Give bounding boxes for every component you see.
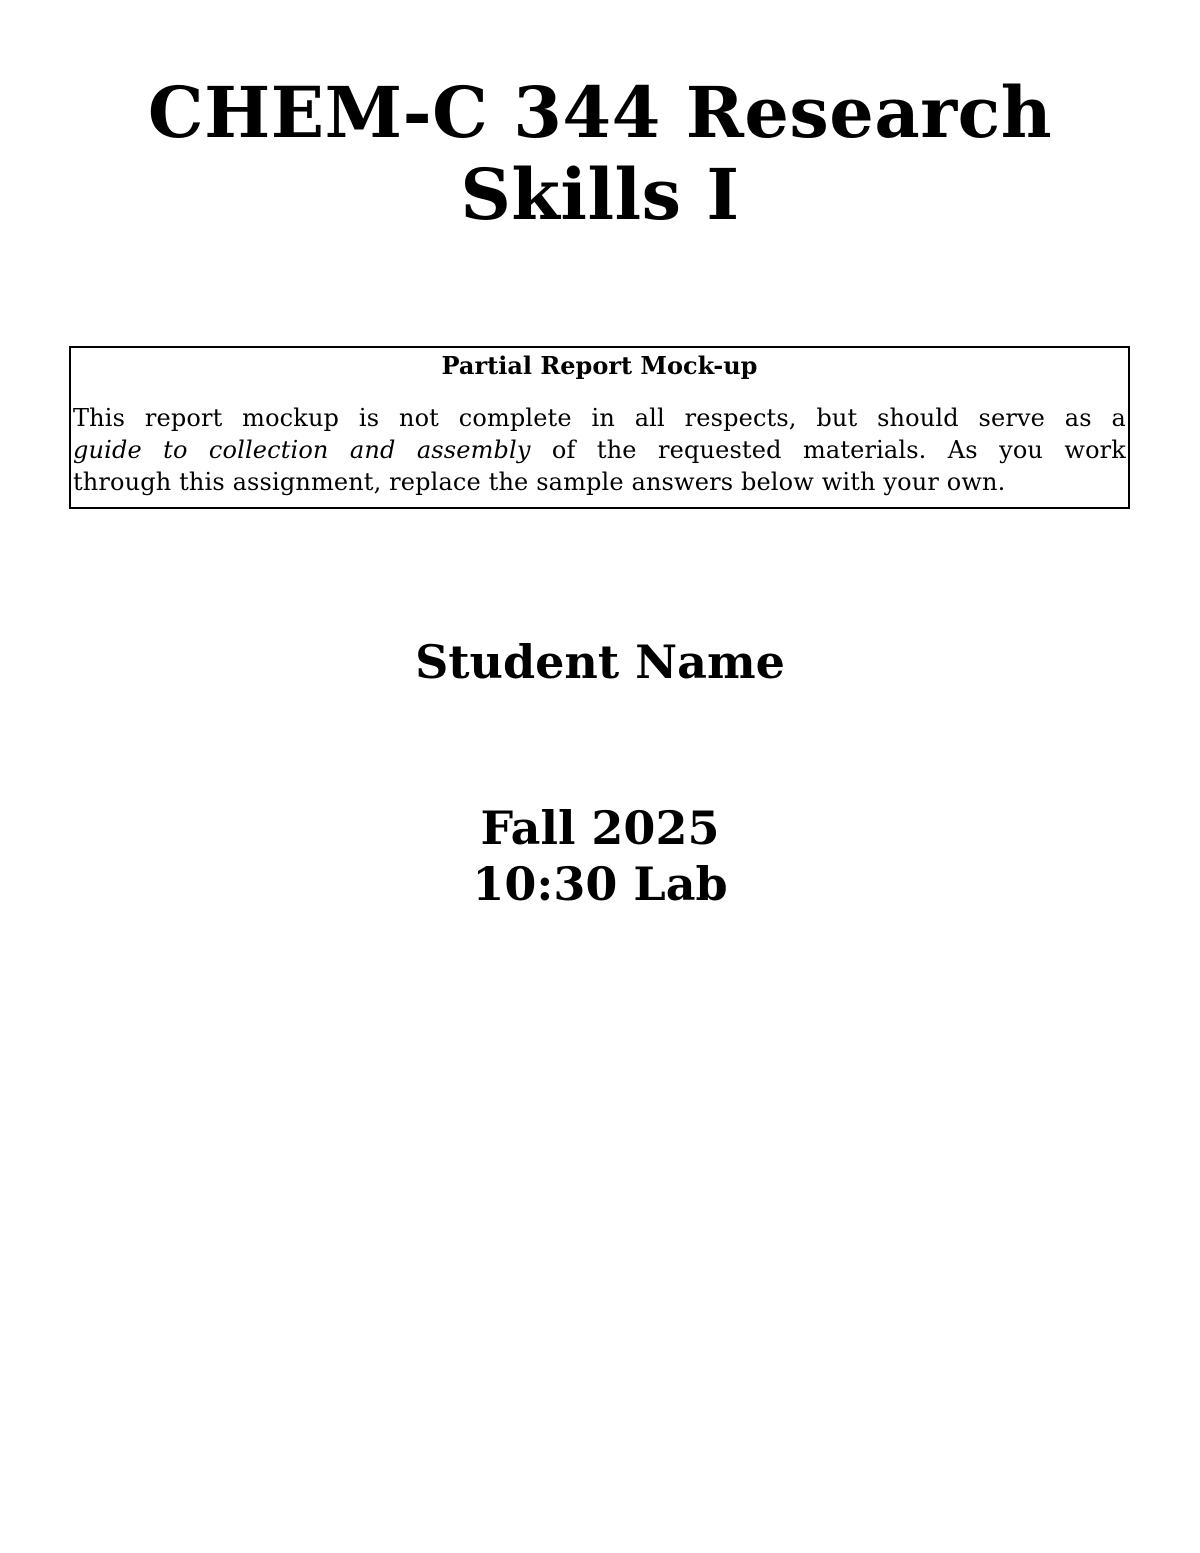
title-line-2: Skills I [460,153,740,236]
notice-line-1: This report mockup is not complete in all respects, but should serve as a [73,404,1126,432]
notice-italic-phrase: guide to collection and assembly [73,436,531,464]
notice-line-2 [73,434,1126,466]
notice-box [69,346,1130,509]
notice-line-2-rest: of the requested materials. As you work [530,436,1126,464]
notice-line-3: through this assignment, replace the sample answers below with your own. [73,468,1006,496]
notice-heading: Partial Report Mock-up [441,351,758,380]
term-block [0,800,1200,912]
student-name: Student Name [415,635,785,689]
lab-section: 10:30 Lab [472,857,728,911]
page-title [0,72,1200,236]
title-line-1: CHEM-C 344 Research [147,71,1053,154]
term: Fall 2025 [480,801,720,855]
notice-body [71,402,1128,498]
